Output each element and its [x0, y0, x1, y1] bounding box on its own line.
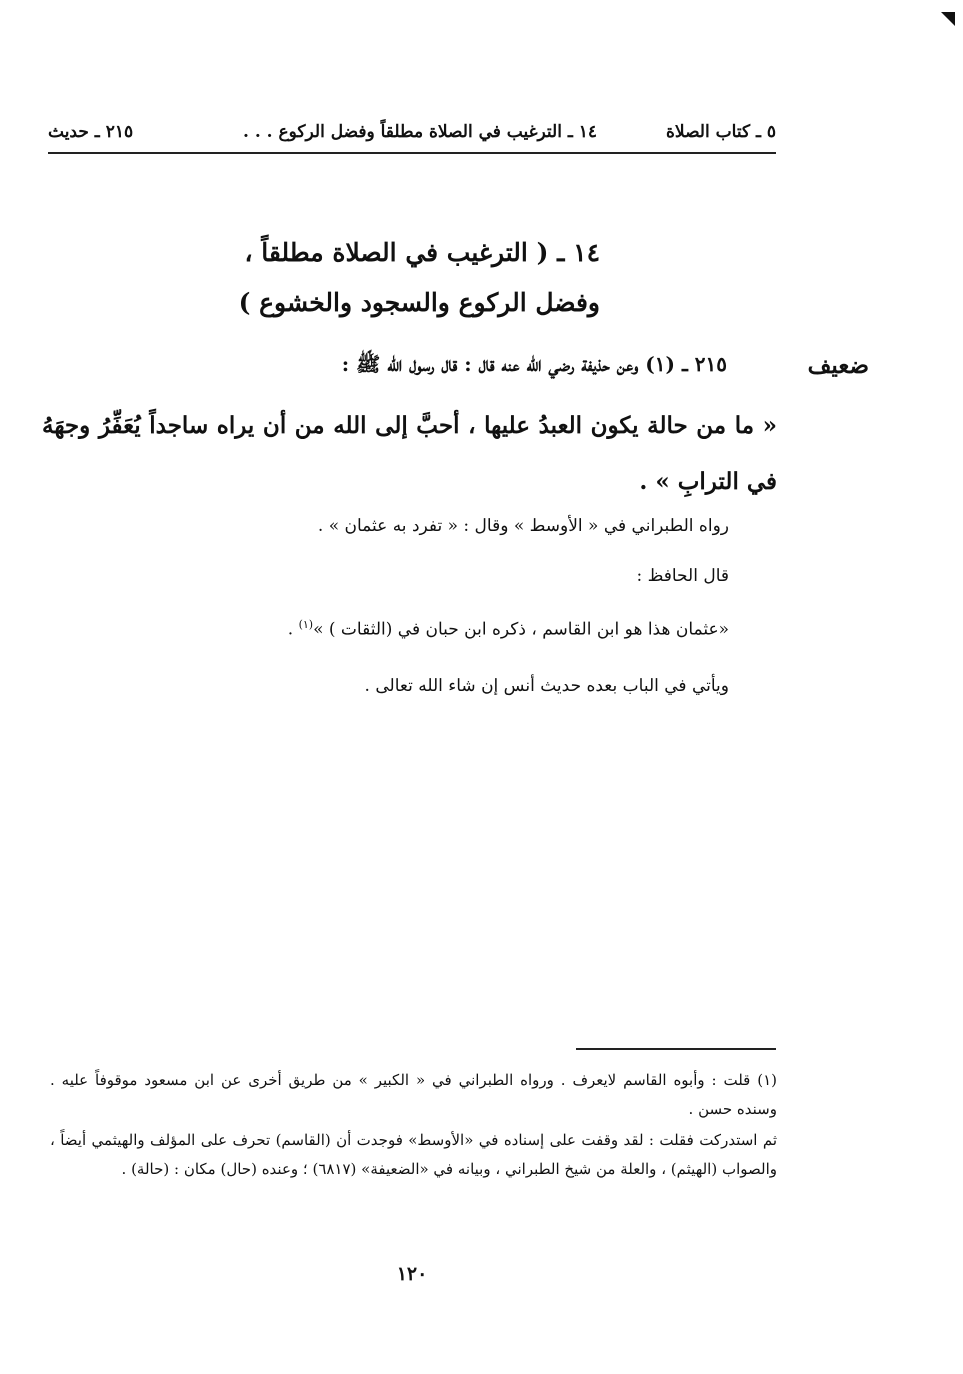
chapter-title-line1: ١٤ ـ ( الترغيب في الصلاة مطلقاً ، [244, 238, 600, 267]
corner-mark [941, 12, 955, 26]
hafiz-label: قال الحافظ : [636, 566, 729, 586]
footnote-1-addendum: ثم استدركت فقلت : لقد وقفت على إسناده في «الأوسط» فوجدت أن (القاسم) تحرف على المؤلف والهيثمي أيضاً ، والصواب (الهيثم) ، والعلة من شيخ الطبراني ، وبيانه في «الضعيفة» (٦٨١٧) ؛ وعنده (حال) مكان : (حالة) . [50, 1131, 777, 1178]
source-paragraph: رواه الطبراني في « الأوسط » وقال : « تفرد به عثمان » . [317, 516, 729, 536]
chapter-title [200, 228, 600, 328]
hafiz-quote-text: «عثمان هذا هو ابن القاسم ، ذكره ابن حبان في (الثقات ) » [313, 619, 729, 640]
hafiz-quote [288, 618, 729, 640]
hafiz-quote-end: . [287, 619, 299, 640]
header-chapter-title: ١٤ ـ الترغيب في الصلاة مطلقاً وفضل الركوع . . . [243, 122, 598, 142]
running-header [48, 118, 776, 154]
header-hadith-number: ٢١٥ ـ حديث [48, 122, 134, 142]
footnote-1: (١) قلت : وأبوه القاسم لايعرف . ورواه الطبراني في « الكبير » من طريق أخرى عن ابن مسعود موقوفاً عليه . وسنده حسن . [50, 1071, 777, 1118]
hadith-text: « ما من حالة يكون العبدُ عليها ، أحبَّ إلى الله من أن يراه ساجداً يُعَفِّرُ وجهَهُ في الترابِ » . [42, 412, 777, 495]
hadith-grade: ضعيف [807, 352, 869, 379]
chapter-title-line2: وفضل الركوع والسجود والخشوع ) [238, 288, 600, 317]
hadith-intro: ٢١٥ ـ (١) وعن حذيفة رضي الله عنه قال : قال رسول الله ﷺ : [341, 352, 727, 376]
footnote-ref[interactable]: (١) [298, 618, 314, 631]
header-book-title: ٥ ـ كتاب الصلاة [666, 122, 776, 142]
footnote-rule [576, 1048, 776, 1050]
page-number: ١٢٠ [396, 1263, 428, 1285]
cross-reference: ويأتي في الباب بعده حديث أنس إن شاء الله تعالى . [364, 676, 729, 696]
footnotes [50, 1066, 777, 1186]
